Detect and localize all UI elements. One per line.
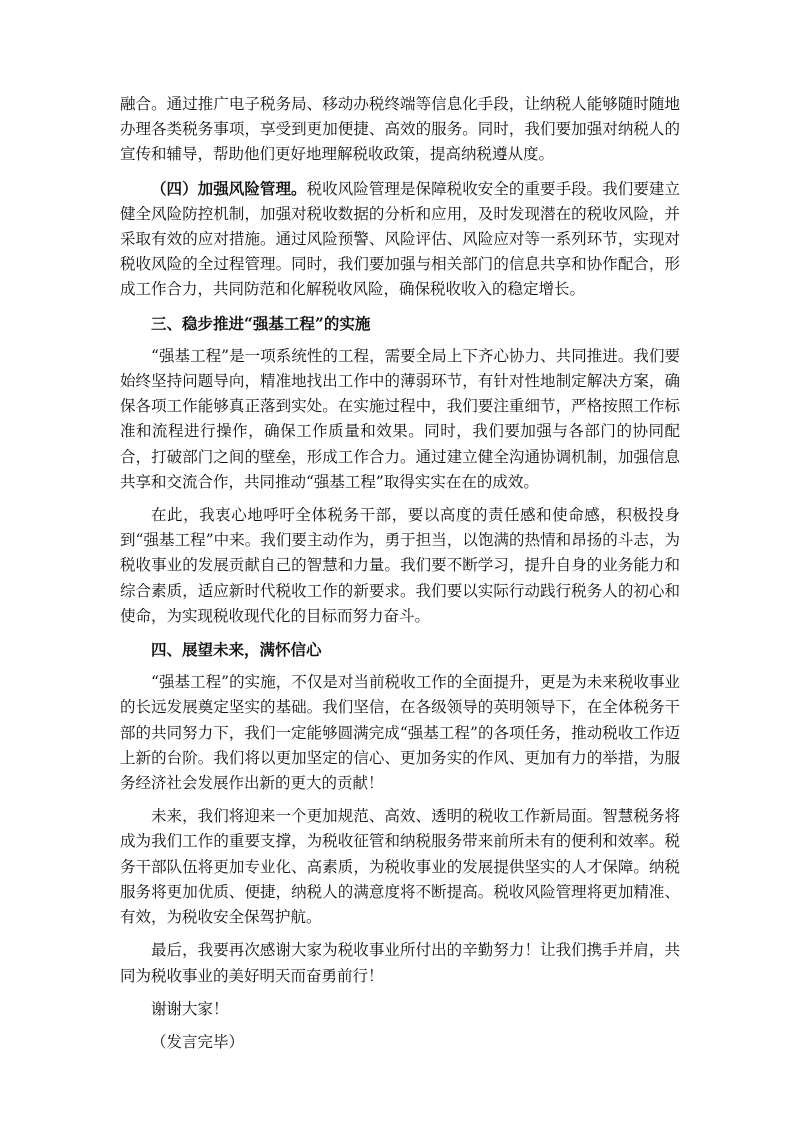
document-page [120, 92, 680, 1063]
paragraph-four-1: “强基工程”的实施，不仅是对当前税收工作的全面提升，更是为未来税收事业的长远发展奠定坚实的基础。我们坚信，在各级领导的英明领导下，在全体税务干部的共同努力下，我们一定能够圆满完成“强基工程”的各项任务，推动税收工作迈上新的台阶。我们将以更加坚定的信心、更加务实的作风、更加有力的举措，为服务经济社会发展作出新的更大的贡献！ [120, 673, 680, 793]
paragraph-three-1: “强基工程”是一项系统性的工程，需要全局上下齐心协力、共同推进。我们要始终坚持问题导向，精准地找出工作中的薄弱环节，有针对性地制定解决方案，确保各项工作能够真正落到实处。在实施过程中，我们要注重细节，严格按照工作标准和流程进行操作，确保工作质量和效果。同时，我们要加强与各部门的协同配合，打破部门之间的壁垒，形成工作合力。通过建立健全沟通协调机制，加强信息共享和交流合作，共同推动“强基工程”取得实实在在的成效。 [120, 346, 680, 491]
risk-management-lead: （四）加强风险管理。 [151, 178, 307, 198]
paragraph-risk-management [120, 176, 680, 303]
paragraph-four-2: 未来，我们将迎来一个更加规范、高效、透明的税收工作新局面。智慧税务将成为我们工作的重要支撑，为税收征管和纳税服务带来前所未有的便利和效率。税务干部队伍将更加专业化、高素质，为税收事业的发展提供坚实的人才保障。纳税服务将更加优质、便捷，纳税人的满意度将不断提高。税收风险管理将更加精准、有效，为税收安全保驾护航。 [120, 807, 680, 927]
section-heading-four: 四、展望未来，满怀信心 [151, 640, 322, 660]
paragraph-three-2: 在此，我衷心地呼吁全体税务干部，要以高度的责任感和使命感，积极投身到“强基工程”中来。我们要主动作为，勇于担当，以饱满的热情和昂扬的斗志，为税收事业的发展贡献自己的智慧和力量。我们要不断学习，提升自身的业务能力和综合素质，适应新时代税收工作的新要求。我们要以实际行动践行税务人的初心和使命，为实现税收现代化的目标而努力奋斗。 [120, 506, 680, 625]
paragraph-continued: 融合。通过推广电子税务局、移动办税终端等信息化手段，让纳税人能够随时随地办理各类税务事项，享受到更加便捷、高效的服务。同时，我们要加强对纳税人的宣传和辅导，帮助他们更好地理解税收政策，提高纳税遵从度。 [120, 95, 680, 164]
end-note: （发言完毕） [151, 1032, 245, 1051]
section-heading-three: 三、稳步推进“强基工程”的实施 [151, 313, 371, 333]
paragraph-four-3: 最后，我要再次感谢大家为税收事业所付出的辛勤努力！让我们携手并肩，共同为税收事业的美好明天而奋勇前行！ [120, 941, 680, 985]
risk-management-body: 税收风险管理是保障税收安全的重要手段。我们要建立健全风险防控机制，加强对税收数据的分析和应用，及时发现潜在的税收风险，并采取有效的应对措施。通过风险预警、风险评估、风险应对等一系列环节，实现对税收风险的全过程管理。同时，我们要加强与相关部门的信息共享和协作配合，形成工作合力，共同防范和化解税收风险，确保税收收入的稳定增长。 [120, 179, 680, 299]
thanks-line: 谢谢大家！ [151, 999, 229, 1018]
